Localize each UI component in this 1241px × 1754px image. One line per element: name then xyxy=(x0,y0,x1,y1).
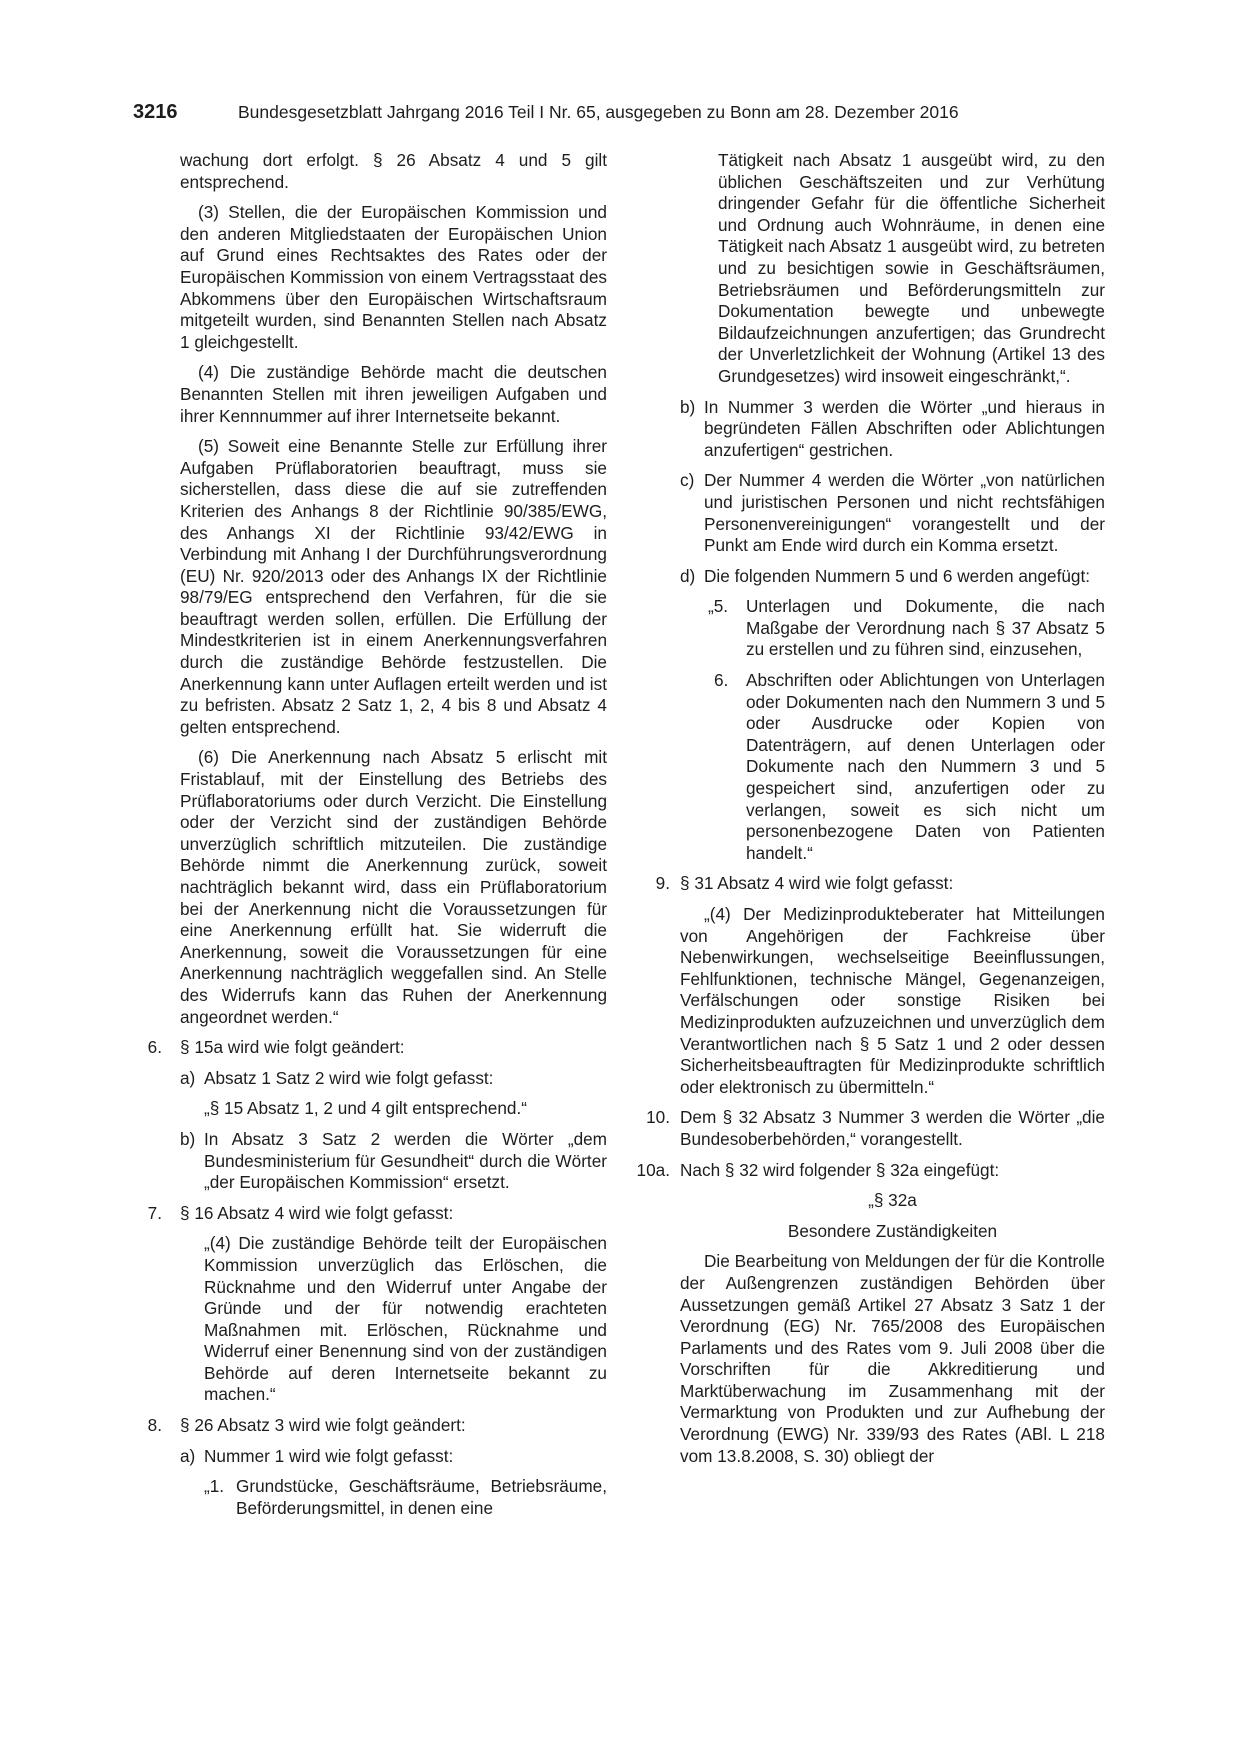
item-letter: d) xyxy=(680,565,696,586)
list-item-10 xyxy=(638,1107,1105,1150)
item-text: § 16 Absatz 4 wird wie folgt gefasst: xyxy=(180,1202,454,1223)
quoted-item-1 xyxy=(180,1476,607,1519)
list-item-6a xyxy=(180,1068,607,1090)
item-letter: b) xyxy=(180,1128,196,1149)
list-item-8 xyxy=(147,1415,607,1437)
item-letter: a) xyxy=(180,1445,196,1466)
paragraph-absatz-5: (5) Soweit eine Benannte Stelle zur Erfüllung ihrer Aufgaben Prüflaboratorien beauftragt, muss sie sicherstellen, dass diese die auf sie zutreffenden Kriterien des Anhangs 8 der Richtlinie 90/385/EWG, des Anhangs XI der Richtlinie 93/42/EWG in Verbindung mit Anhang I der Durchführungsverordnung (EU) Nr. 920/2013 oder des Anhangs IX der Richtlinie 98/79/EG entsprechend den Verfahren, für die sie beauftragt werden sollen, erfüllen. Die Erfüllung der Mindestkriterien ist in einem Anerkennungsverfahren durch die zuständige Behörde festzustellen. Die Anerkennung kann unter Auflagen erteilt werden und ist zu befristen. Absatz 2 Satz 1, 2, 4 bis 8 und Absatz 4 gelten entsprechend. xyxy=(180,436,607,737)
list-item-6 xyxy=(147,1037,607,1059)
list-item-8c xyxy=(638,470,1105,556)
item-text: Die folgenden Nummern 5 und 6 werden angefügt: xyxy=(704,565,1091,586)
list-item-8d xyxy=(638,566,1105,588)
item-text: § 15a wird wie folgt geändert: xyxy=(180,1037,405,1058)
running-title: Bundesgesetzblatt Jahrgang 2016 Teil I Nr. 65, ausgegeben zu Bonn am 28. Dezember 2016 xyxy=(238,102,959,122)
item-text: Der Nummer 4 werden die Wörter „von natürlichen und juristischen Personen und nicht rechtsfähigen Personenvereinigungen“ vorangestellt und der Punkt am Ende wird durch ein Komma ersetzt. xyxy=(704,470,1105,556)
item-number: 8. xyxy=(147,1415,162,1436)
item-text: § 31 Absatz 4 wird wie folgt gefasst: xyxy=(680,873,954,894)
page-number: 3216 xyxy=(133,101,178,123)
quoted-text: „§ 15 Absatz 1, 2 und 4 gilt entsprechend.“ xyxy=(204,1098,527,1119)
paragraph-continuation: wachung dort erfolgt. § 26 Absatz 4 und 5 gilt entsprechend. xyxy=(180,150,607,192)
list-item-10a xyxy=(638,1160,1105,1182)
item-text: Nach § 32 wird folgender § 32a eingefügt: xyxy=(680,1159,1000,1180)
quoted-item-number: 6. xyxy=(714,670,729,691)
quoted-item-5 xyxy=(638,596,1105,661)
item-number: 6. xyxy=(147,1037,162,1058)
quoted-item-text: Grundstücke, Geschäftsräume, Betriebsräume, Beförderungsmittel, in denen eine xyxy=(236,1476,607,1518)
quoted-item-text: Unterlagen und Dokumente, die nach Maßgabe der Verordnung nach § 37 Absatz 5 zu erstellen und zu führen sind, einzusehen, xyxy=(746,596,1105,660)
right-column xyxy=(638,150,1105,1476)
item-text: Absatz 1 Satz 2 wird wie folgt gefasst: xyxy=(204,1067,494,1088)
paragraph-absatz-6: (6) Die Anerkennung nach Absatz 5 erlischt mit Fristablauf, mit der Einstellung des Betriebs des Prüflaboratoriums oder durch Verzicht. Die Einstellung oder der Verzicht sind der zuständigen Behörde unverzüglich schriftlich mitzuteilen. Die zuständige Behörde nimmt die Anerkennung zurück, soweit nachträglich bekannt wird, dass ein Prüflaboratorium bei der Anerkennung nicht die Voraussetzungen für eine Anerkennung erfüllt hat. Sie widerruft die Anerkennung, soweit die Voraussetzungen für eine Anerkennung nachträglich weggefallen sind. An Stelle des Widerrufs kann das Ruhen der Anerkennung angeordnet werden.“ xyxy=(180,747,607,1027)
paragraph-absatz-3: (3) Stellen, die der Europäischen Kommission und den anderen Mitgliedstaaten der Europäischen Union auf Grund eines Rechtsaktes des Rates oder der Europäischen Kommission von einem Vertragsstaat des Abkommens über den Europäischen Wirtschaftsraum mitgeteilt wurden, sind Benannten Stellen nach Absatz 1 gleichgestellt. xyxy=(180,202,607,352)
list-item-6b xyxy=(180,1129,607,1194)
item-text: Dem § 32 Absatz 3 Nummer 3 werden die Wörter „die Bundesoberbehörden,“ vorangestellt. xyxy=(680,1107,1105,1149)
quoted-item-number: „1. xyxy=(204,1476,225,1497)
item-text: Nummer 1 wird wie folgt gefasst: xyxy=(204,1445,454,1466)
item-letter: a) xyxy=(180,1067,196,1088)
quoted-item-number: „5. xyxy=(708,596,729,617)
quoted-text: „(4) Die zuständige Behörde teilt der Europäischen Kommission unverzüglich das Erlöschen, die Rücknahme und den Widerruf unter Angabe der Gründe und der für notwendig erachteten Maßnahmen mit. Erlöschen, Rücknahme und Widerruf einer Benennung sind von der zuständigen Behörde auf deren Internetseite bekannt zu machen.“ xyxy=(204,1233,607,1405)
item-text: In Nummer 3 werden die Wörter „und hieraus in begründeten Fällen Abschriften oder Ablichtungen anzufertigen“ gestrichen. xyxy=(704,396,1105,460)
section-body: Die Bearbeitung von Meldungen der für die Kontrolle der Außengrenzen zuständigen Behörden über Aussetzungen gemäß Artikel 27 Absatz 3 Satz 1 der Verordnung (EG) Nr. 765/2008 des Europäischen Parlaments und des Rates vom 9. Juli 2008 über die Vorschriften für die Akkreditierung und Marktüberwachung im Zusammenhang mit der Vermarktung von Produkten und zur Aufhebung der Verordnung (EWG) Nr. 339/93 des Rates (ABl. L 218 vom 13.8.2008, S. 30) obliegt der xyxy=(680,1251,1105,1466)
section-heading: „§ 32a xyxy=(868,1190,917,1211)
quoted-item-6 xyxy=(638,670,1105,864)
list-item-7 xyxy=(147,1202,607,1225)
quoted-item-text: Abschriften oder Ablichtungen von Unterlagen oder Dokumenten nach den Nummern 3 und 5 oder Ausdrucke oder Kopien von Datenträgern, auf denen Unterlagen oder Dokumente nach den Nummern 3 und 5 gespeichert sind, anzufertigen oder zu verlangen, soweit es sich nicht um personenbezogene Daten von Patienten handelt.“ xyxy=(746,670,1105,863)
item-number: 10a. xyxy=(636,1159,670,1180)
item-text: In Absatz 3 Satz 2 werden die Wörter „dem Bundesministerium für Gesundheit“ durch die Wörter „der Europäischen Kommission“ ersetzt. xyxy=(204,1128,607,1193)
list-item-8b xyxy=(638,397,1105,462)
page-header xyxy=(133,98,1013,128)
item-number: 9. xyxy=(655,873,670,894)
paragraph-absatz-4: (4) Die zuständige Behörde macht die deutschen Benannten Stellen mit ihren jeweiligen Aufgaben und ihrer Kennnummer auf ihrer Internetseite bekannt. xyxy=(180,362,607,426)
item-number: 7. xyxy=(147,1202,162,1223)
list-item-9 xyxy=(638,873,1105,895)
item-letter: c) xyxy=(680,470,695,491)
item-letter: b) xyxy=(680,396,696,417)
item-number: 10. xyxy=(646,1107,670,1128)
list-item-8a xyxy=(180,1446,607,1468)
item-text: § 26 Absatz 3 wird wie folgt geändert: xyxy=(180,1415,466,1436)
quoted-text: „(4) Der Medizinprodukteberater hat Mitteilungen von Angehörigen der Fachkreise über Nebenwirkungen, wechselseitige Beeinflussungen, Fehlfunktionen, technische Mängel, Gegenanzeigen, Verfälschungen oder sonstige Risiken bei Medizinprodukten aufzuzeichnen und unverzüglich dem Verantwortlichen nach § 5 Satz 1 und 2 oder dessen Sicherheitsbeauftragten für Medizinprodukte schriftlich oder elektronisch zu übermitteln.“ xyxy=(680,904,1105,1097)
section-title: Besondere Zuständigkeiten xyxy=(787,1220,998,1241)
left-column xyxy=(147,150,607,1528)
quoted-item-continuation: Tätigkeit nach Absatz 1 ausgeübt wird, zu den üblichen Geschäftszeiten und zur Verhütung dringender Gefahr für die öffentliche Sicherheit und Ordnung auch Wohnräume, in denen eine Tätigkeit nach Absatz 1 ausgeübt wird, zu betreten und zu besichtigen sowie in Geschäftsräumen, Betriebsräumen und Beförderungsmitteln zur Dokumentation bewegte und unbewegte Bildaufzeichnungen anzufertigen; das Grundrecht der Unverletzlichkeit der Wohnung (Artikel 13 des Grundgesetzes) wird insoweit eingeschränkt,“. xyxy=(718,150,1105,386)
